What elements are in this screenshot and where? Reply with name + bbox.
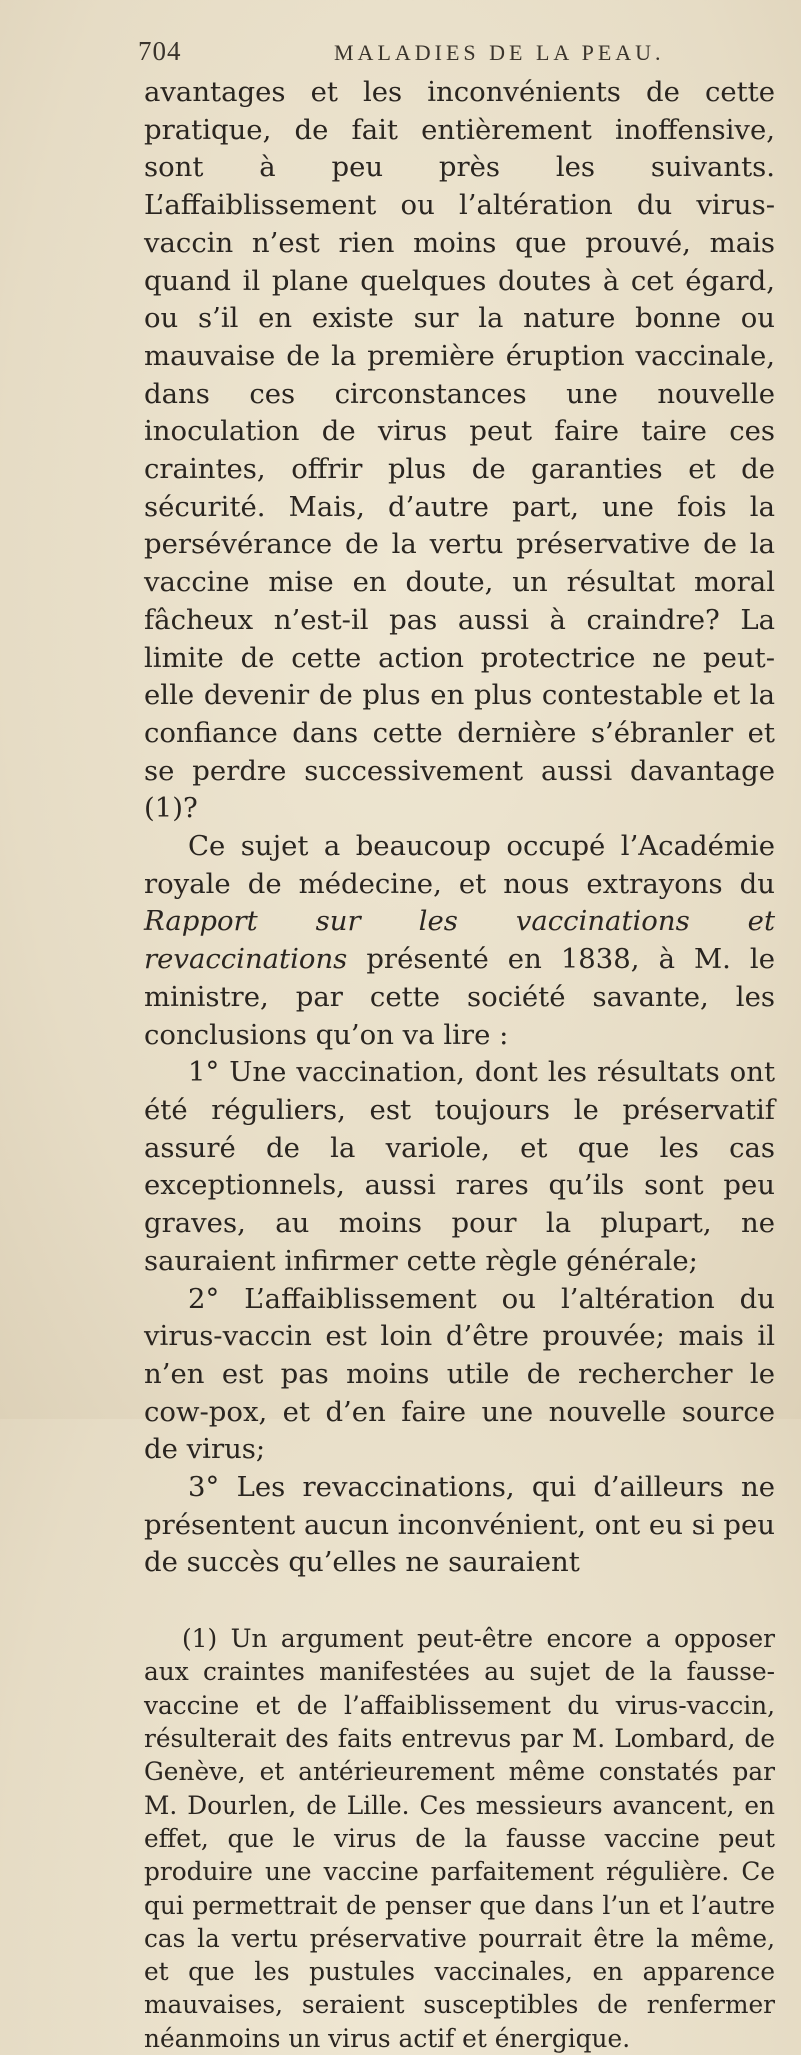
paragraph-academie-end: présenté en 1838, à M. le ministre, par cette société savante, les conclusions qu’on va lire : [144,943,775,1051]
paragraph-academie-start: Ce sujet a beaucoup occupé l’Académie royale de médecine, et nous extrayons du [144,830,775,900]
running-title: MALADIES DE LA PEAU. [334,40,665,65]
paragraph-academie [144,828,775,1054]
conclusion-1: 1° Une vaccination, dont les résultats ont été réguliers, est toujours le préservatif assuré de la variole, et que les cas exceptionnels, aussi rares qu’ils sont peu graves, au moins pour la plupart, ne sauraient infirmer cette règle générale; [144,1056,775,1277]
conclusion-3: 3° Les revaccinations, qui d’ailleurs ne présentent aucun inconvénient, ont eu si peu de succès qu’elles ne sauraient [144,1471,775,1579]
footnote-section [144,1622,775,2055]
running-head [138,36,775,74]
report-title: Rapport sur les vaccinations et revaccinations [144,905,775,976]
paragraph-continuation: avantages et les inconvénients de cette pratique, de fait entièrement inoffensive, sont à peu près les suivants. L’affaiblissement ou l’altération du virus-vaccin n’est rien moins que prouvé, mais quand il plane quelques doutes à cet égard, ou s’il en existe sur la nature bonne ou mauvaise de la première éruption vaccinale, dans ces circonstances une nouvelle inoculation de virus peut faire taire ces craintes, offrir plus de garanties et de sécurité. Mais, d’autre part, une fois la persévérance de la vertu préservative de la vaccine mise en doute, un résultat moral fâcheux n’est-il pas aussi à craindre? La limite de cette action protectrice ne peut-elle devenir de plus en plus contestable et la confiance dans cette dernière s’ébranler et se perdre successivement aussi davantage (1)? [144,76,775,825]
page-number: 704 [138,36,182,66]
footnote-1: (1) Un argument peut-être encore a opposer aux craintes manifestées au sujet de la fausse-vaccine et de l’affaiblissement du virus-vaccin, résulterait des faits entrevus par M. Lombard, de Genève, et antérieurement même constatés par M. Dourlen, de Lille. Ces messieurs avancent, en effet, que le virus de la fausse vaccine peut produire une vaccine parfaitement régulière. Ce qui permettrait de penser que dans l’un et l’autre cas la vertu préservative pourrait être la même, et que les pustules vaccinales, en apparence mauvaises, seraient susceptibles de renfermer néanmoins un virus actif et énergique. [144,1624,775,2053]
main-text [144,74,775,1582]
conclusion-2: 2° L’affaiblissement ou l’altération du virus-vaccin est loin d’être prouvée; mais il n’en est pas moins utile de rechercher le cow-pox, et d’en faire une nouvelle source de virus; [144,1282,775,1466]
